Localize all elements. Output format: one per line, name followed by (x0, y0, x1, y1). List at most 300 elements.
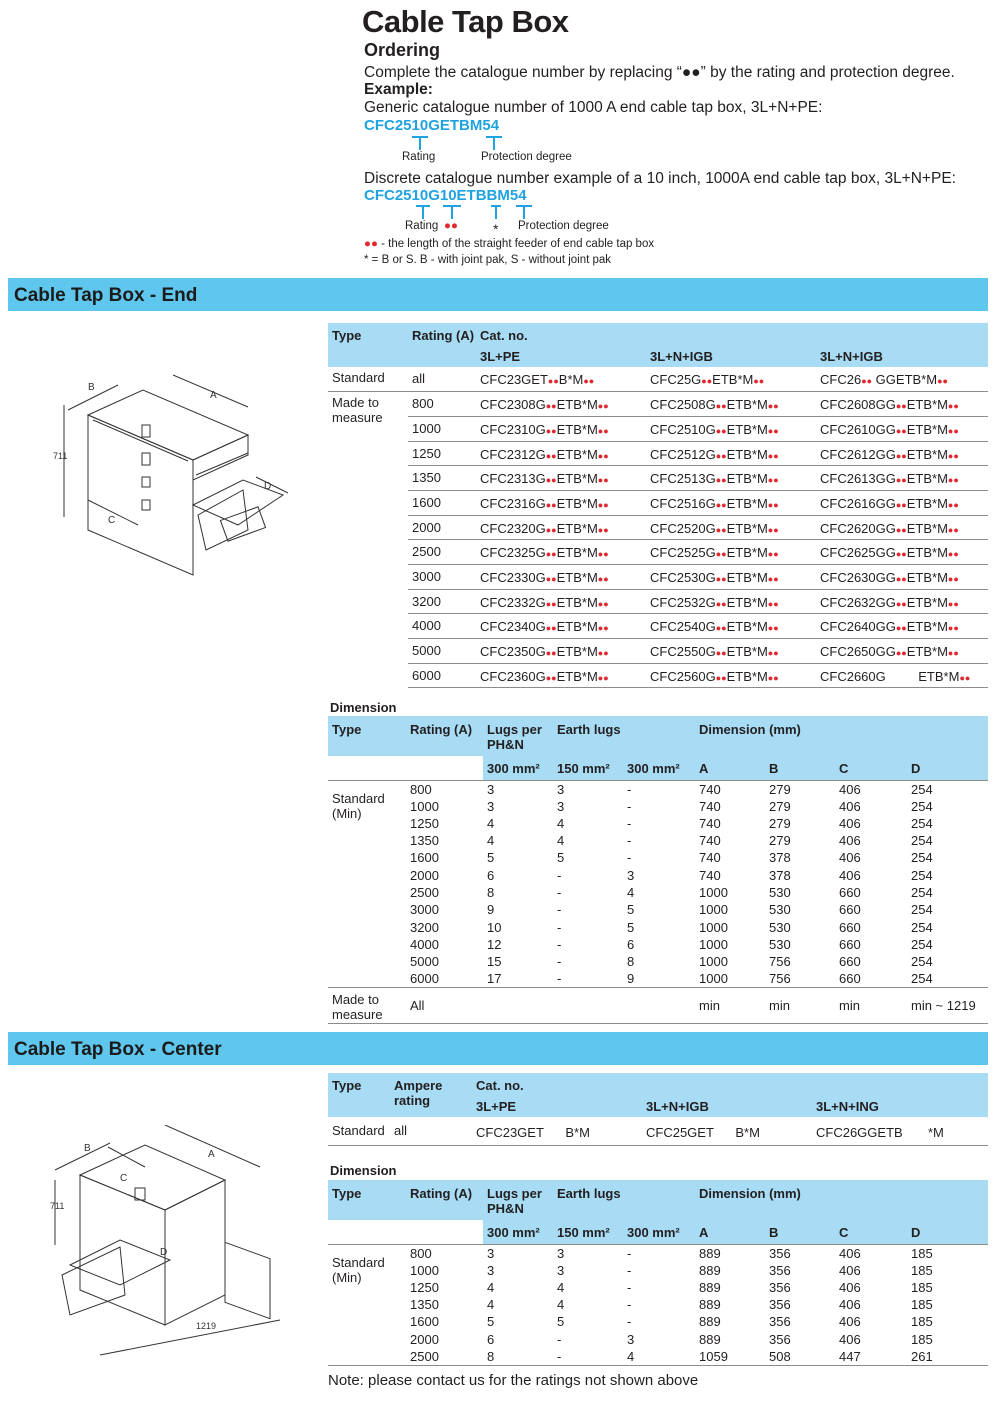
row-rating: all (408, 367, 476, 392)
end-dim-sub-d: D (907, 756, 988, 780)
row-dim-c: 406 (839, 781, 861, 797)
table-row (328, 1244, 988, 1262)
row-dim-b: 279 (769, 833, 791, 849)
row-dim-c: 406 (839, 1297, 861, 1313)
row-type: Made to measure (332, 395, 383, 426)
row-dim-c: 660 (839, 954, 861, 970)
row-cat-3l-pe: CFC2312G●●ETB*M●● (476, 441, 646, 466)
row-dim-c: 447 (835, 1348, 907, 1366)
table-row (328, 589, 988, 614)
row-dim-d: 254 (911, 833, 933, 849)
row-cat-3l-pe: CFC2316G●●ETB*M●● (476, 490, 646, 515)
center-catalogue-table (328, 1073, 988, 1146)
row-earth-300: 6 (627, 936, 635, 952)
row-earth-300: - (627, 1262, 632, 1278)
end-mtm-type: Made to measure (328, 988, 406, 1024)
table-row (328, 515, 988, 540)
row-cat-3l-n-igb-2: CFC2632GG●●ETB*M●● (816, 589, 988, 614)
row-dim-d: 261 (907, 1348, 988, 1366)
row-earth-150: - (557, 902, 562, 918)
end-dim-col-earth: Earth lugs (553, 716, 695, 756)
center-dim-sub-c: C (835, 1220, 907, 1244)
center-cat-col-rating: Ampere rating (390, 1073, 472, 1117)
row-dim-b: 356 (769, 1314, 791, 1330)
protection-bracket-2 (516, 205, 532, 207)
row-earth-150: - (553, 970, 623, 988)
end-dim-b: B (88, 382, 95, 393)
row-dim-d: 185 (911, 1279, 933, 1295)
center-cat-rating: all (390, 1117, 472, 1145)
dots-bracket (443, 205, 461, 207)
row-rating: 2000 (410, 1331, 439, 1347)
center-dim-col-dim: Dimension (mm) (695, 1180, 988, 1220)
row-dim-b: 530 (769, 884, 791, 900)
center-dim-col-type: Type (328, 1180, 406, 1220)
row-dim-a: 1000 (699, 936, 728, 952)
row-rating: 1250 (410, 1279, 439, 1295)
row-cat-3l-pe: CFC2330G●●ETB*M●● (476, 565, 646, 590)
end-cat-col-type: Type (328, 323, 408, 367)
row-rating: 1350 (410, 1297, 439, 1313)
row-dim-b: 356 (769, 1245, 791, 1261)
row-rating: 6000 (408, 663, 476, 688)
row-dim-a: 740 (699, 815, 721, 831)
star-label: * (493, 221, 499, 237)
end-mtm-d: min ~ 1219 (907, 988, 988, 1024)
row-earth-300: - (627, 1297, 632, 1313)
row-cat-3l-n-igb-2: CFC2612GG●●ETB*M●● (816, 441, 988, 466)
row-dim-c: 660 (839, 936, 861, 952)
row-cat-3l-n-igb-2: CFC26●● GGETB*M●● (816, 367, 988, 392)
row-dim-d: 185 (911, 1331, 933, 1347)
table-row (328, 936, 988, 953)
row-rating: 1250 (408, 441, 476, 466)
row-dim-c: 406 (839, 1262, 861, 1278)
row-dim-b: 378 (769, 867, 791, 883)
ordering-instruction: Complete the catalogue number by replacing “●●” by the rating and protection degree. (364, 64, 955, 81)
table-row (328, 849, 988, 866)
row-dim-b: 756 (769, 954, 791, 970)
row-type: Standard (328, 367, 408, 392)
row-rating: 800 (410, 1245, 432, 1261)
end-dim-sub-c: C (835, 756, 907, 780)
row-dim-a: 889 (699, 1279, 721, 1295)
footnote: Note: please contact us for the ratings not shown above (328, 1372, 699, 1389)
ordering-heading: Ordering (364, 40, 441, 60)
row-rating: 1000 (408, 416, 476, 441)
row-dim-d: 185 (911, 1245, 933, 1261)
row-earth-300: - (627, 833, 632, 849)
star-note: = B or S. B - with joint pak, S - without joint pak (368, 254, 612, 266)
row-earth-150: - (553, 1348, 623, 1366)
protection-label-2: Protection degree (518, 220, 609, 232)
row-dim-b: 356 (769, 1297, 791, 1313)
row-cat-3l-n-igb-2: CFC2608GG●●ETB*M●● (816, 392, 988, 417)
row-rating: 3000 (410, 902, 439, 918)
row-dim-b: 378 (769, 850, 791, 866)
row-earth-150: 3 (557, 781, 565, 797)
row-rating: 1600 (410, 850, 439, 866)
row-lugs: 3 (487, 1262, 495, 1278)
row-cat-3l-n-igb: CFC2540G●●ETB*M●● (646, 614, 816, 639)
table-row (328, 815, 988, 832)
center-cat-sub-1: 3L+PE (472, 1095, 642, 1117)
row-dim-c: 406 (839, 798, 861, 814)
row-earth-300: 4 (623, 1348, 695, 1366)
row-rating: 4000 (410, 936, 439, 952)
center-cat-type: Standard (328, 1117, 390, 1145)
end-mtm-rating: All (406, 988, 483, 1024)
row-earth-300: 9 (623, 970, 695, 988)
center-cat-sub-2: 3L+N+IGB (642, 1095, 812, 1117)
row-dim-b: 756 (765, 970, 835, 988)
row-dim-d: 254 (911, 919, 933, 935)
row-earth-150: 4 (557, 815, 565, 831)
center-dimension-table (328, 1180, 988, 1366)
row-earth-300: - (627, 1314, 632, 1330)
row-cat-3l-n-igb: CFC2550G●●ETB*M●● (646, 639, 816, 664)
row-lugs: 3 (487, 1245, 495, 1261)
table-row (328, 540, 988, 565)
end-dim-a: A (210, 390, 217, 401)
row-rating: 800 (410, 781, 432, 797)
row-dim-a: 1000 (695, 970, 765, 988)
end-cat-sub-3: 3L+N+IGB (816, 345, 988, 367)
row-rating: 6000 (406, 970, 483, 988)
row-dim-b: 356 (769, 1262, 791, 1278)
protection-bracket (486, 136, 502, 138)
row-rating: 1600 (410, 1314, 439, 1330)
row-earth-300: 8 (627, 954, 635, 970)
row-earth-300: - (627, 850, 632, 866)
center-dim-height: 711 (50, 1201, 65, 1211)
row-dim-b: 279 (769, 815, 791, 831)
row-cat-3l-n-igb-2: CFC2613GG●●ETB*M●● (816, 466, 988, 491)
center-dimension-title: Dimension (330, 1163, 397, 1178)
row-earth-300: - (627, 815, 632, 831)
row-dim-c: 406 (839, 1279, 861, 1295)
row-cat-3l-pe: CFC2313G●●ETB*M●● (476, 466, 646, 491)
center-dim-d: D (160, 1247, 168, 1258)
dots-symbol: ●● (364, 238, 378, 250)
row-earth-150: 4 (557, 1297, 565, 1313)
center-cat-c1: CFC23GET B*M (472, 1117, 642, 1145)
row-lugs: 4 (487, 833, 495, 849)
row-earth-150: 3 (557, 1245, 565, 1261)
row-lugs: 3 (487, 781, 495, 797)
end-dim-c: C (108, 515, 116, 526)
table-row (328, 639, 988, 664)
page-title: Cable Tap Box (362, 4, 569, 39)
row-rating: 1250 (410, 815, 439, 831)
center-dim-c: C (120, 1173, 128, 1184)
row-cat-3l-n-igb-2: CFC2650GG●●ETB*M●● (816, 639, 988, 664)
example-label: Example: (364, 81, 433, 98)
row-cat-3l-n-igb: CFC25G●●ETB*M●● (646, 367, 816, 392)
row-dim-b: 279 (769, 781, 791, 797)
row-rating: 5000 (410, 954, 439, 970)
end-dimension-title: Dimension (330, 700, 397, 715)
row-cat-3l-n-igb: CFC2525G●●ETB*M●● (646, 540, 816, 565)
row-earth-150: 3 (557, 1262, 565, 1278)
row-dim-c: 406 (839, 833, 861, 849)
center-cat-col-type: Type (328, 1073, 390, 1117)
row-cat-3l-n-igb: CFC2508G●●ETB*M●● (646, 392, 816, 417)
center-cat-col-catno: Cat. no. (472, 1073, 988, 1095)
table-row (328, 1348, 988, 1366)
row-rating: 1600 (408, 490, 476, 515)
table-row (328, 901, 988, 918)
center-cat-sub-3: 3L+N+ING (812, 1095, 988, 1117)
row-cat-3l-n-igb: CFC2516G●●ETB*M●● (646, 490, 816, 515)
row-dim-a: 1000 (699, 919, 728, 935)
row-lugs: 10 (487, 919, 502, 935)
table-row (328, 367, 988, 392)
center-dim-a: A (208, 1149, 215, 1160)
dots-note: - the length of the straight feeder of end cable tap box (377, 238, 655, 250)
row-lugs: 5 (487, 850, 495, 866)
table-row (328, 953, 988, 970)
table-row (328, 466, 988, 491)
center-box-diagram (40, 1125, 300, 1395)
row-cat-3l-n-igb-2: CFC2620GG●●ETB*M●● (816, 515, 988, 540)
row-dim-a: 740 (699, 781, 721, 797)
row-dim-c: 660 (839, 884, 861, 900)
row-dim-c: 406 (839, 1314, 861, 1330)
center-dim-sub-d: D (907, 1220, 988, 1244)
generic-code: CFC2510GETBM54 (364, 117, 500, 134)
row-earth-150: 5 (557, 850, 565, 866)
row-lugs: 4 (487, 815, 495, 831)
section-center-title: Cable Tap Box - Center (14, 1039, 222, 1060)
table-row (328, 884, 988, 901)
end-box-diagram (48, 365, 308, 580)
end-cat-sub-2: 3L+N+IGB (646, 345, 816, 367)
row-rating: 1000 (410, 798, 439, 814)
table-row (328, 1279, 988, 1296)
rating-bracket-2 (416, 205, 430, 207)
table-row (328, 392, 988, 417)
row-dim-a: 889 (699, 1331, 721, 1347)
table-row (328, 1313, 988, 1330)
center-dim-col-earth: Earth lugs (553, 1180, 695, 1220)
row-dim-a: 740 (699, 798, 721, 814)
row-dim-b: 530 (769, 936, 791, 952)
row-earth-300: - (627, 798, 632, 814)
end-cat-col-catno: Cat. no. (476, 323, 988, 345)
row-dim-c: 660 (839, 902, 861, 918)
row-dim-d: 185 (911, 1262, 933, 1278)
row-earth-300: 4 (627, 884, 635, 900)
row-cat-3l-pe: CFC2350G●●ETB*M●● (476, 639, 646, 664)
protection-label: Protection degree (481, 151, 572, 163)
end-dim-sub-1: 300 mm² (483, 756, 553, 780)
star-symbol: * (364, 254, 369, 266)
row-dim-c: 406 (839, 1245, 861, 1261)
row-dim-c: 406 (839, 1331, 861, 1347)
end-dim-col-lugs: Lugs per PH&N (483, 716, 553, 756)
end-dim-col-rating: Rating (A) (406, 716, 483, 756)
row-lugs: 12 (487, 936, 502, 952)
row-cat-3l-n-igb-2: CFC2630GG●●ETB*M●● (816, 565, 988, 590)
row-dim-d: 185 (911, 1314, 933, 1330)
center-cat-c2: CFC25GET B*M (642, 1117, 812, 1145)
table-row (328, 780, 988, 798)
discrete-code: CFC2510G10ETBBM54 (364, 187, 527, 204)
center-dim-b: B (84, 1143, 91, 1154)
row-cat-3l-pe: CFC2360G●●ETB*M●● (476, 663, 646, 688)
row-dim-d: 254 (911, 884, 933, 900)
row-rating: 3200 (408, 589, 476, 614)
row-dim-c: 660 (835, 970, 907, 988)
row-dim-d: 254 (911, 902, 933, 918)
row-dim-d: 254 (907, 970, 988, 988)
row-rating: 2500 (406, 1348, 483, 1366)
row-dim-a: 1000 (699, 954, 728, 970)
row-dim-d: 254 (911, 798, 933, 814)
row-earth-150: - (557, 1331, 562, 1347)
star-bracket (491, 205, 501, 207)
row-dim-a: 740 (699, 850, 721, 866)
row-earth-300: 3 (627, 1331, 635, 1347)
row-dim-a: 1000 (699, 902, 728, 918)
center-dim-sub-a: A (695, 1220, 765, 1244)
row-rating: 2500 (410, 884, 439, 900)
row-lugs: 17 (483, 970, 553, 988)
end-mtm-a: min (695, 988, 765, 1024)
row-dim-a: 889 (699, 1314, 721, 1330)
table-row (328, 565, 988, 590)
row-dim-d: 254 (911, 954, 933, 970)
center-dim-sub-b: B (765, 1220, 835, 1244)
row-earth-150: - (557, 919, 562, 935)
end-catalogue-table (328, 323, 988, 688)
row-cat-3l-n-igb: CFC2560G●●ETB*M●● (646, 663, 816, 688)
row-earth-150: 4 (557, 1279, 565, 1295)
row-rating: 1350 (410, 833, 439, 849)
row-lugs: 6 (487, 867, 495, 883)
row-dim-a: 889 (699, 1262, 721, 1278)
row-cat-3l-n-igb: CFC2520G●●ETB*M●● (646, 515, 816, 540)
row-rating: 3000 (408, 565, 476, 590)
row-lugs: 15 (487, 954, 502, 970)
row-cat-3l-pe: CFC2308G●●ETB*M●● (476, 392, 646, 417)
row-rating: 1350 (408, 466, 476, 491)
row-rating: 2000 (408, 515, 476, 540)
row-lugs: 4 (487, 1297, 495, 1313)
row-lugs: 3 (487, 798, 495, 814)
end-dim-height: 711 (53, 451, 68, 461)
row-lugs: 4 (487, 1279, 495, 1295)
row-dim-b: 508 (765, 1348, 835, 1366)
row-rating: 4000 (408, 614, 476, 639)
row-cat-3l-n-igb: CFC2513G●●ETB*M●● (646, 466, 816, 491)
row-cat-3l-pe: CFC2325G●●ETB*M●● (476, 540, 646, 565)
center-dim-col-lugs: Lugs per PH&N (483, 1180, 553, 1220)
row-dim-a: 889 (699, 1297, 721, 1313)
dots-label: ●● (444, 220, 458, 232)
center-dim-sub-1: 300 mm² (483, 1220, 553, 1244)
table-row (328, 832, 988, 849)
row-rating: 5000 (408, 639, 476, 664)
section-center-bar (8, 1032, 988, 1065)
row-earth-150: 3 (557, 798, 565, 814)
row-dim-d: 185 (911, 1297, 933, 1313)
row-earth-150: 5 (557, 1314, 565, 1330)
row-dim-a: 740 (699, 833, 721, 849)
row-lugs: 9 (487, 902, 495, 918)
end-mtm-c: min (835, 988, 907, 1024)
row-cat-3l-n-igb-2: CFC2610GG●●ETB*M●● (816, 416, 988, 441)
row-earth-300: - (627, 1245, 632, 1261)
row-cat-3l-pe: CFC2310G●●ETB*M●● (476, 416, 646, 441)
row-rating: 3200 (410, 919, 439, 935)
row-type: Standard (Min) (328, 1244, 406, 1365)
table-row (328, 441, 988, 466)
row-lugs: 8 (483, 1348, 553, 1366)
row-cat-3l-pe: CFC23GET●●B*M●● (476, 367, 646, 392)
center-dim-sub-3: 300 mm² (623, 1220, 695, 1244)
end-dim-sub-2: 150 mm² (553, 756, 623, 780)
row-cat-3l-n-igb: CFC2532G●●ETB*M●● (646, 589, 816, 614)
table-row (328, 490, 988, 515)
row-rating: 2500 (408, 540, 476, 565)
table-row (328, 614, 988, 639)
center-dim-col-rating: Rating (A) (406, 1180, 483, 1220)
row-dim-b: 356 (769, 1279, 791, 1295)
row-dim-c: 406 (839, 867, 861, 883)
row-cat-3l-pe: CFC2320G●●ETB*M●● (476, 515, 646, 540)
end-dim-sub-b: B (765, 756, 835, 780)
center-cat-c3: CFC26GGETB *M (812, 1117, 988, 1145)
row-earth-300: 3 (627, 867, 635, 883)
row-dim-a: 1000 (699, 884, 728, 900)
section-end-bar (8, 278, 988, 311)
table-row (328, 867, 988, 884)
end-dimension-table (328, 716, 988, 1024)
center-dim-sub-2: 150 mm² (553, 1220, 623, 1244)
row-rating: 1000 (410, 1262, 439, 1278)
end-mtm-b: min (765, 988, 835, 1024)
table-row (328, 1262, 988, 1279)
end-dim-sub-a: A (695, 756, 765, 780)
end-cat-sub-1: 3L+PE (476, 345, 646, 367)
row-cat-3l-n-igb: CFC2510G●●ETB*M●● (646, 416, 816, 441)
table-row (328, 798, 988, 815)
row-earth-150: - (557, 936, 562, 952)
table-row (328, 416, 988, 441)
row-dim-c: 406 (839, 850, 861, 866)
row-earth-300: - (627, 781, 632, 797)
row-dim-b: 530 (769, 919, 791, 935)
rating-label-2: Rating (405, 220, 439, 232)
row-dim-b: 530 (769, 902, 791, 918)
end-dim-sub-3: 300 mm² (623, 756, 695, 780)
row-earth-150: - (557, 954, 562, 970)
end-dim-col-dim: Dimension (mm) (695, 716, 988, 756)
table-row (328, 1296, 988, 1313)
row-earth-300: 5 (627, 902, 635, 918)
end-dim-col-type: Type (328, 716, 406, 756)
row-dim-a: 1059 (695, 1348, 765, 1366)
section-end-title: Cable Tap Box - End (14, 285, 198, 306)
row-cat-3l-n-igb-2: CFC2616GG●●ETB*M●● (816, 490, 988, 515)
row-type: Standard (Min) (328, 780, 406, 988)
table-row (328, 919, 988, 936)
center-dim-width: 1219 (196, 1321, 217, 1331)
table-row (328, 663, 988, 688)
row-cat-3l-n-igb: CFC2530G●●ETB*M●● (646, 565, 816, 590)
